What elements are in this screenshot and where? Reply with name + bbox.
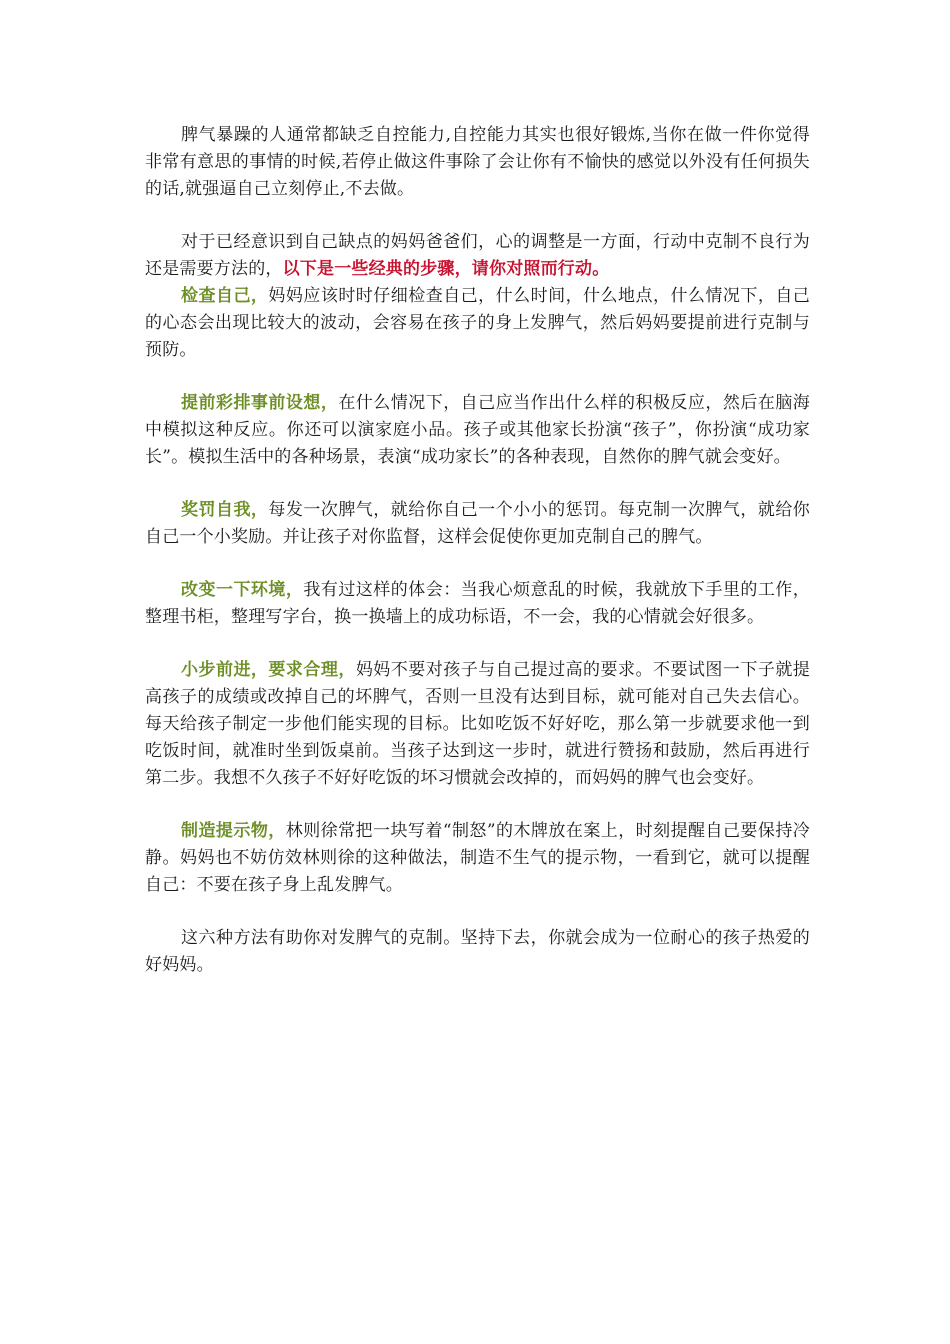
red-emphasis-text: 以下是一些经典的步骤，请你对照而行动。 (282, 259, 610, 279)
step-text: 在什么情况下，自己应当作出什么样的积极反应，然后在脑海中模拟这种反应。你还可以演家庭小品。孩子或其他家长扮演“孩子”，你扮演“成功家长”。模拟生活中的各种场景，表演“成功家长”的各种表现，自然你的脾气就会变好。 (145, 393, 810, 467)
document-body (145, 122, 810, 1005)
step-text: 每发一次脾气，就给你自己一个小小的惩罚。每克制一次脾气，就给你自己一个小奖励。并让孩子对你监督，这样会促使你更加克制自己的脾气。 (145, 500, 811, 547)
paragraph-intro-text: 脾气暴躁的人通常都缺乏自控能力,自控能力其实也很好锻炼,当你在做一件你觉得非常有意思的事情的时候,若停止做这件事除了会让你有不愉快的感觉以外没有任何损失的话,就强逼自己立刻停止,不去做。 (145, 125, 810, 199)
step-heading: 改变一下环境， (181, 580, 304, 600)
step-rehearse (145, 390, 810, 471)
step-reminder (145, 818, 810, 899)
step-text: 我有过这样的体会：当我心烦意乱的时候，我就放下手里的工作，整理书柜，整理写字台，换一换墙上的成功标语，不一会，我的心情就会好很多。 (145, 580, 810, 627)
step-heading: 检查自己， (181, 286, 269, 306)
step-reward-punish (145, 497, 810, 551)
step-check-self (145, 283, 810, 364)
paragraph-intro (145, 122, 810, 203)
paragraph-method-intro-text: 对于已经意识到自己缺点的妈妈爸爸们，心的调整是一方面，行动中克制不良行为还是需要方法的， (145, 232, 810, 279)
step-heading: 小步前进，要求合理， (181, 660, 356, 680)
step-change-environment (145, 577, 810, 631)
step-heading: 制造提示物， (181, 821, 286, 841)
paragraph-conclusion-text: 这六种方法有助你对发脾气的克制。坚持下去，你就会成为一位耐心的孩子热爱的好妈妈。 (145, 928, 810, 975)
step-text: 妈妈不要对孩子与自己提过高的要求。不要试图一下子就提高孩子的成绩或改掉自己的坏脾气，否则一旦没有达到目标，就可能对自己失去信心。每天给孩子制定一步他们能实现的目标。比如吃饭不好好吃，那么第一步就要求他一到吃饭时间，就准时坐到饭桌前。当孩子达到这一步时，就进行赞扬和鼓励，然后再进行第二步。我想不久孩子不好好吃饭的坏习惯就会改掉的，而妈妈的脾气也会变好。 (145, 660, 811, 788)
step-heading: 提前彩排事前设想， (181, 393, 339, 413)
step-small-steps (145, 657, 810, 792)
paragraph-conclusion (145, 925, 810, 979)
step-text: 妈妈应该时时仔细检查自己，什么时间，什么地点，什么情况下，自己的心态会出现比较大的波动，会容易在孩子的身上发脾气，然后妈妈要提前进行克制与预防。 (145, 286, 811, 360)
paragraph-method-intro (145, 229, 810, 283)
step-heading: 奖罚自我， (181, 500, 269, 520)
step-text: 林则徐常把一块写着“制怒”的木牌放在案上，时刻提醒自己要保持冷静。妈妈也不妨仿效林则徐的这种做法，制造不生气的提示物，一看到它，就可以提醒自己：不要在孩子身上乱发脾气。 (145, 821, 810, 895)
